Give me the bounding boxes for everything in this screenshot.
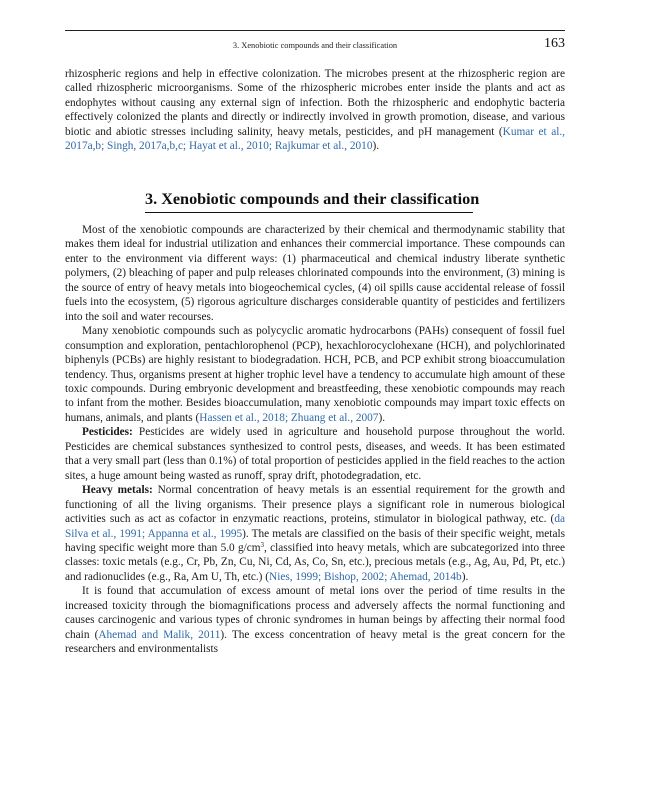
paragraph-heavy-metals — [65, 483, 565, 584]
paragraph-text: , classified into heavy metals, which are subcategorized into three classes: toxic metals (e.g., Cr, Pb, Zn, Cu, Ni, Cd, As, Co, Sn, etc.), precious metals (e.g., Ag, Au, Pd, Pt, etc.) and radionuclides (e.g., Ra, Am U, Th, etc.) ( — [65, 541, 566, 583]
citation-link-da-silva[interactable]: da Silva et al., 1991; Appanna et al., 1995 — [65, 513, 565, 540]
intro-text-2: ). — [372, 140, 380, 153]
citation-link-hassen[interactable]: Hassen et al., 2018; Zhuang et al., 2007 — [199, 411, 379, 424]
intro-text-block — [65, 67, 565, 154]
paragraph-xenobiotic-stability — [65, 223, 565, 324]
section-heading-text: 3. Xenobiotic compounds and their classification — [145, 190, 480, 208]
header-rule — [65, 30, 565, 31]
paragraph-resistant-compounds — [65, 324, 565, 425]
paragraph-text: Most of the xenobiotic compounds are characterized by their chemical and thermodynamic stability that makes them ideal for industrial utilization and enhances their commercial importance. These compounds can enter to the environment via different ways: (1) pharmaceutical and chemical industry liberate synthetic polymers, (2) bleaching of paper and pulp releases chlorinated compounds into the environment, (3) mining is the source of entry of heavy metals into biogeochemical cycles, (4) oil spills cause accidental release of fossil fuels into the ecosystem, (5) rigorous agriculture discharges considerable quantity of pesticides and fertilizers into the soil and water recourses. — [65, 224, 565, 323]
paragraph-metal-accumulation — [65, 584, 565, 656]
running-title: 3. Xenobiotic compounds and their classification — [232, 41, 398, 50]
superscript-exponent: 3 — [260, 540, 265, 549]
section-heading — [145, 186, 480, 213]
running-head — [65, 36, 565, 54]
paragraph-text: Many xenobiotic compounds such as polycyclic aromatic hydrocarbons (PAHs) consequent of fossil fuel consumption and exploration, pentachlorophenol (PCP), hexachlorocyclohexane (HCH), and polychlorinated biphenyls (PCBs) are highly resistant to biodegradation. HCH, PCB, and PCP exhibit strong bioaccumulation tendency. Thus, organisms present at higher trophic level have a tendency to accumulate high amount of these toxic compounds. During embryonic development and breastfeeding, these xenobiotic compounds may reach to infant from the mother. Besides bioaccumulation, many xenobiotic compounds may impart toxic effects on humans, animals, and plants ( — [65, 325, 565, 424]
intro-paragraph — [65, 67, 565, 154]
paragraph-text: Normal concentration of heavy metals is an essential requirement for the growth and functioning of all the living organisms. Their presence plays a significant role in numerous biological activities such as act as cofactor in enzymatic reactions, proteins, stimulator in biological pathway, etc. ( — [65, 484, 565, 526]
paragraph-pesticides — [65, 425, 565, 483]
citation-link-ahemad[interactable]: Ahemad and Malik, 2011 — [98, 628, 221, 641]
page-number: 163 — [544, 36, 565, 51]
main-text-block — [65, 223, 565, 657]
heavy-metals-lead: Heavy metals: — [82, 484, 153, 497]
paragraph-text: ). — [461, 570, 469, 583]
citation-link-nies[interactable]: Nies, 1999; Bishop, 2002; Ahemad, 2014b — [269, 570, 462, 583]
paragraph-text: ). The excess concentration of heavy metal is the great concern for the researchers and environmentalists — [65, 628, 565, 656]
intro-text-1: rhizospheric regions and help in effective colonization. The microbes present at the rhizospheric region are called rhizospheric microorganisms. Some of the rhizospheric microbes enter inside the plants and act as endophytes without causing any external sign of infection. Both the rhizospheric and endophytic bacteria effectively colonized the plants and directly or indirectly involved in growth promotion, disease, and various biotic and abiotic stresses including salinity, heavy metals, pesticides, and pH management ( — [65, 68, 565, 138]
paragraph-text: ). The metals are classified on the basis of their specific weight, metals having specific weight more than 5.0 g/cm — [65, 527, 565, 554]
paragraph-text: ). — [378, 411, 386, 424]
citation-link-intro[interactable]: Kumar et al., 2017a,b; Singh, 2017a,b,c; Hayat et al., 2010; Rajkumar et al., 2010 — [65, 125, 565, 153]
paragraph-text: Pesticides are widely used in agriculture and household purpose throughout the world. Pesticides are chemical substances synthesized to control pests, diseases, and weeds. It has been estimated that a very small part (less than 0.1%) of total proportion of pesticides applied in the field reaches to the action sites, a huge amount being wasted as runoff, spray drift, photodegradation, etc. — [65, 426, 565, 482]
pesticides-lead: Pesticides: — [82, 426, 133, 439]
paragraph-text: It is found that accumulation of excess amount of metal ions over the period of time results in the increased toxicity through the biomagnifications process and adversely affects the normal functioning and causes carcinogenic and various types of chronic syndromes in human beings by affecting their normal food chain ( — [65, 585, 565, 641]
